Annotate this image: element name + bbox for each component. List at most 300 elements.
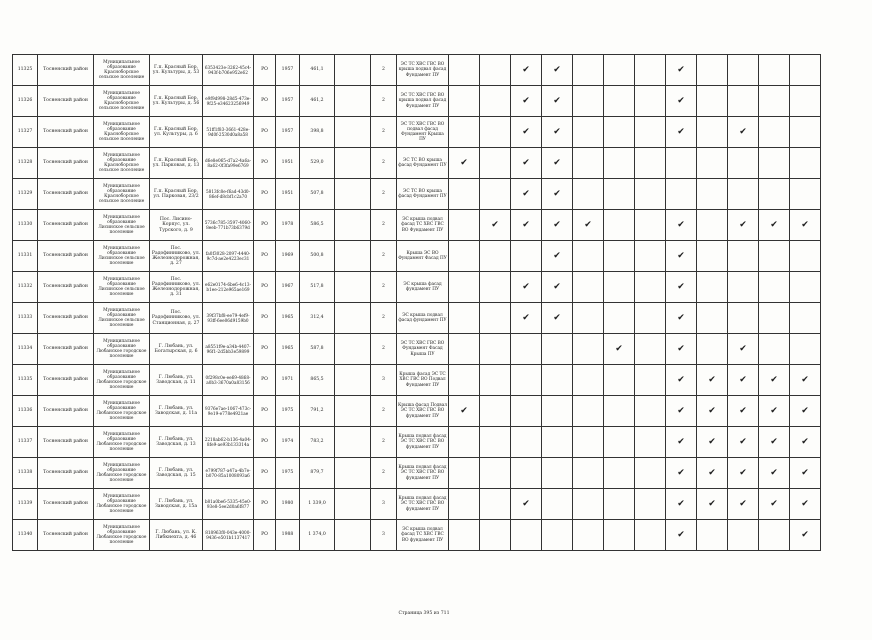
work-type-cell <box>635 210 666 241</box>
row-number-cell: 11329 <box>13 179 38 210</box>
work-type-cell <box>666 303 697 334</box>
work-type-cell <box>790 365 821 396</box>
year-built-cell: 1971 <box>276 365 300 396</box>
floors-cell: 3 <box>371 520 397 551</box>
cadastral-id-cell: 6353423e-3262-45c4-943f-b706e952e62 <box>203 55 254 86</box>
work-type-cell <box>759 396 790 427</box>
ownership-type-cell: РО <box>254 272 276 303</box>
work-type-cell <box>542 396 573 427</box>
area-cell: 398,8 <box>300 117 335 148</box>
work-type-cell <box>635 334 666 365</box>
work-type-cell <box>573 489 604 520</box>
work-type-cell <box>790 148 821 179</box>
checkmark-icon: ✔ <box>460 405 468 416</box>
work-type-cell <box>573 272 604 303</box>
area-cell: 1 374,0 <box>300 520 335 551</box>
checkmark-icon: ✔ <box>801 436 809 447</box>
ownership-type-cell: РО <box>254 396 276 427</box>
work-type-cell <box>790 520 821 551</box>
table-row <box>13 210 821 241</box>
work-type-cell <box>697 179 728 210</box>
work-type-cell <box>542 489 573 520</box>
works-list-cell: ЭС крыша подвал фасад ТС ХВС ГВС ВО Фундамент ПУ <box>397 210 449 241</box>
work-type-cell <box>511 303 542 334</box>
row-number-cell: 11340 <box>13 520 38 551</box>
municipality-cell: Муниципальное образование Любанское городское поселение <box>94 458 150 489</box>
checkmark-icon: ✔ <box>739 498 747 509</box>
checkmark-icon: ✔ <box>677 126 685 137</box>
work-type-cell <box>790 117 821 148</box>
work-type-cell <box>449 427 480 458</box>
municipality-cell: Муниципальное образование Любанское городское поселение <box>94 396 150 427</box>
row-number-cell: 11333 <box>13 303 38 334</box>
page-number: Страница 395 из 711 <box>398 611 450 616</box>
checkmark-icon: ✔ <box>491 219 499 230</box>
work-type-cell <box>480 86 511 117</box>
checkmark-icon: ✔ <box>677 95 685 106</box>
checkmark-icon: ✔ <box>801 219 809 230</box>
checkmark-icon: ✔ <box>677 219 685 230</box>
work-type-cell <box>635 148 666 179</box>
work-type-cell <box>697 241 728 272</box>
checkmark-icon: ✔ <box>770 467 778 478</box>
municipality-cell: Муниципальное образование Лисинское сельское поселение <box>94 272 150 303</box>
work-type-cell <box>604 117 635 148</box>
work-type-cell <box>573 365 604 396</box>
work-type-cell <box>511 272 542 303</box>
work-type-cell <box>635 179 666 210</box>
work-type-cell <box>604 427 635 458</box>
work-type-cell <box>480 210 511 241</box>
work-type-cell <box>573 148 604 179</box>
work-type-cell <box>759 489 790 520</box>
work-type-cell <box>542 148 573 179</box>
works-list-cell: ЭС ТС ХВС ГВС ВО крыша подвал фасад Фундамент ПУ <box>397 86 449 117</box>
work-type-cell <box>573 458 604 489</box>
municipality-cell: Муниципальное образование Красноборское сельское поселение <box>94 55 150 86</box>
district-cell: Тосненский район <box>38 520 94 551</box>
work-type-cell <box>759 334 790 365</box>
work-type-cell <box>666 179 697 210</box>
works-list-cell: ЭС крыша подвал фасад фундамент ПУ <box>397 303 449 334</box>
work-type-cell <box>697 334 728 365</box>
work-type-cell <box>666 272 697 303</box>
works-list-cell: ЭС ТС ХВС ГВС ВО крыша подвал фасад Фундамент ПУ <box>397 55 449 86</box>
blank-cell <box>335 55 371 86</box>
work-type-cell <box>542 241 573 272</box>
checkmark-icon: ✔ <box>677 405 685 416</box>
ownership-type-cell: РО <box>254 334 276 365</box>
checkmark-icon: ✔ <box>677 467 685 478</box>
blank-cell <box>335 86 371 117</box>
municipality-cell: Муниципальное образование Лисинское сельское поселение <box>94 210 150 241</box>
area-cell: 587,8 <box>300 334 335 365</box>
ownership-type-cell: РО <box>254 210 276 241</box>
municipality-cell: Муниципальное образование Красноборское сельское поселение <box>94 86 150 117</box>
floors-cell: 2 <box>371 179 397 210</box>
work-type-cell <box>604 334 635 365</box>
work-type-cell <box>573 520 604 551</box>
row-number-cell: 11326 <box>13 86 38 117</box>
checkmark-icon: ✔ <box>739 436 747 447</box>
work-type-cell <box>542 210 573 241</box>
work-type-cell <box>573 210 604 241</box>
year-built-cell: 1974 <box>276 427 300 458</box>
work-type-cell <box>604 179 635 210</box>
area-cell: 312,4 <box>300 303 335 334</box>
work-type-cell <box>511 241 542 272</box>
table-row <box>13 86 821 117</box>
works-list-cell: ЭС ТС ВО крыша фасад Фундамент ПУ <box>397 179 449 210</box>
work-type-cell <box>790 396 821 427</box>
area-cell: 586,5 <box>300 210 335 241</box>
floors-cell: 2 <box>371 86 397 117</box>
work-type-cell <box>697 86 728 117</box>
work-type-cell <box>666 396 697 427</box>
work-type-cell <box>449 489 480 520</box>
work-type-cell <box>759 210 790 241</box>
work-type-cell <box>480 241 511 272</box>
table-row <box>13 458 821 489</box>
work-type-cell <box>480 55 511 86</box>
work-type-cell <box>511 179 542 210</box>
table-row <box>13 365 821 396</box>
work-type-cell <box>604 520 635 551</box>
year-built-cell: 1975 <box>276 396 300 427</box>
work-type-cell <box>542 179 573 210</box>
work-type-cell <box>666 241 697 272</box>
year-built-cell: 1980 <box>276 489 300 520</box>
checkmark-icon: ✔ <box>739 219 747 230</box>
municipality-cell: Муниципальное образование Красноборское сельское поселение <box>94 148 150 179</box>
work-type-cell <box>604 489 635 520</box>
work-type-cell <box>759 179 790 210</box>
address-cell: Г.п. Красный Бор, ул. Культуры, д. 56 <box>150 86 203 117</box>
ownership-type-cell: РО <box>254 520 276 551</box>
work-type-cell <box>635 241 666 272</box>
table-row <box>13 520 821 551</box>
ownership-type-cell: РО <box>254 55 276 86</box>
municipality-cell: Муниципальное образование Любанское городское поселение <box>94 334 150 365</box>
work-type-cell <box>697 148 728 179</box>
work-type-cell <box>728 334 759 365</box>
table-row <box>13 55 821 86</box>
blank-cell <box>335 365 371 396</box>
work-type-cell <box>790 334 821 365</box>
year-built-cell: 1967 <box>276 272 300 303</box>
address-cell: Пос. Радофинниково, ул. Железнодорожная, д. 27 <box>150 241 203 272</box>
address-cell: Пос. Лисино-Корпус, ул. Турского, д. 9 <box>150 210 203 241</box>
work-type-cell <box>542 86 573 117</box>
work-type-cell <box>790 272 821 303</box>
checkmark-icon: ✔ <box>801 529 809 540</box>
work-type-cell <box>542 55 573 86</box>
municipality-cell: Муниципальное образование Красноборское сельское поселение <box>94 117 150 148</box>
work-type-cell <box>573 396 604 427</box>
district-cell: Тосненский район <box>38 365 94 396</box>
work-type-cell <box>511 334 542 365</box>
cadastral-id-cell: e799f787-a47a-4b7e-b070-85a1008093a6 <box>203 458 254 489</box>
district-cell: Тосненский район <box>38 489 94 520</box>
address-cell: Г. Любань, ул. Заводская, д. 15 <box>150 458 203 489</box>
checkmark-icon: ✔ <box>708 498 716 509</box>
checkmark-icon: ✔ <box>553 281 561 292</box>
checkmark-icon: ✔ <box>522 188 530 199</box>
checkmark-icon: ✔ <box>553 64 561 75</box>
work-type-cell <box>449 334 480 365</box>
work-type-cell <box>790 241 821 272</box>
work-type-cell <box>635 55 666 86</box>
work-type-cell <box>759 427 790 458</box>
work-type-cell <box>790 427 821 458</box>
work-type-cell <box>480 179 511 210</box>
district-cell: Тосненский район <box>38 179 94 210</box>
work-type-cell <box>697 427 728 458</box>
work-type-cell <box>697 210 728 241</box>
work-type-cell <box>480 303 511 334</box>
work-type-cell <box>480 520 511 551</box>
table-row <box>13 272 821 303</box>
work-type-cell <box>604 241 635 272</box>
year-built-cell: 1965 <box>276 334 300 365</box>
work-type-cell <box>573 303 604 334</box>
work-type-cell <box>697 272 728 303</box>
cadastral-id-cell: e9f9d998-28d5-473e-9f25-e34623256949 <box>203 86 254 117</box>
work-type-cell <box>449 55 480 86</box>
work-type-cell <box>604 55 635 86</box>
work-type-cell <box>790 489 821 520</box>
checkmark-icon: ✔ <box>739 405 747 416</box>
checkmark-icon: ✔ <box>677 436 685 447</box>
year-built-cell: 1951 <box>276 148 300 179</box>
address-cell: Г. Любань, ул. Заводская, д. 11 <box>150 365 203 396</box>
work-type-cell <box>511 55 542 86</box>
cadastral-id-cell: 0f298c0e-ee69-4868-a0b3-3670a0a83156 <box>203 365 254 396</box>
checkmark-icon: ✔ <box>553 312 561 323</box>
work-type-cell <box>480 334 511 365</box>
year-built-cell: 1978 <box>276 210 300 241</box>
checkmark-icon: ✔ <box>677 250 685 261</box>
cadastral-id-cell: 818963f0-043e-4000-9436-e501b1137417 <box>203 520 254 551</box>
work-type-cell <box>511 427 542 458</box>
works-list-cell: ЭС ТС ХВС ГВС ВО Фундамент Фасад Крыша ПУ <box>397 334 449 365</box>
work-type-cell <box>790 303 821 334</box>
work-type-cell <box>449 148 480 179</box>
area-cell: 879,7 <box>300 458 335 489</box>
work-type-cell <box>666 334 697 365</box>
ownership-type-cell: РО <box>254 458 276 489</box>
district-cell: Тосненский район <box>38 148 94 179</box>
area-cell: 461,1 <box>300 55 335 86</box>
work-type-cell <box>449 117 480 148</box>
floors-cell: 2 <box>371 148 397 179</box>
work-type-cell <box>542 365 573 396</box>
work-type-cell <box>449 303 480 334</box>
district-cell: Тосненский район <box>38 117 94 148</box>
row-number-cell: 11327 <box>13 117 38 148</box>
district-cell: Тосненский район <box>38 86 94 117</box>
work-type-cell <box>728 303 759 334</box>
work-type-cell <box>542 334 573 365</box>
work-type-cell <box>604 148 635 179</box>
row-number-cell: 11325 <box>13 55 38 86</box>
row-number-cell: 11335 <box>13 365 38 396</box>
work-type-cell <box>666 117 697 148</box>
work-type-cell <box>666 427 697 458</box>
floors-cell: 2 <box>371 117 397 148</box>
ownership-type-cell: РО <box>254 179 276 210</box>
address-cell: Г. Любань, ул. К. Либкнехта, д. 46 <box>150 520 203 551</box>
checkmark-icon: ✔ <box>553 250 561 261</box>
work-type-cell <box>635 458 666 489</box>
work-type-cell <box>449 396 480 427</box>
work-type-cell <box>697 55 728 86</box>
year-built-cell: 1988 <box>276 520 300 551</box>
work-type-cell <box>511 86 542 117</box>
work-type-cell <box>480 427 511 458</box>
address-cell: Пос. Радофинниково, ул. Железнодорожная, д. 31 <box>150 272 203 303</box>
checkmark-icon: ✔ <box>553 188 561 199</box>
cadastral-id-cell: b81a0be6-5335-45e0-93e8-5ee2d0a6f877 <box>203 489 254 520</box>
floors-cell: 2 <box>371 241 397 272</box>
work-type-cell <box>666 520 697 551</box>
district-cell: Тосненский район <box>38 396 94 427</box>
checkmark-icon: ✔ <box>677 64 685 75</box>
work-type-cell <box>697 117 728 148</box>
ownership-type-cell: РО <box>254 365 276 396</box>
area-cell: 1 339,0 <box>300 489 335 520</box>
works-list-cell: Крыша подвал фасад ЭС ТС ХВС ГВС ВО фундамент ПУ <box>397 427 449 458</box>
work-type-cell <box>604 396 635 427</box>
blank-cell <box>335 427 371 458</box>
work-type-cell <box>573 86 604 117</box>
checkmark-icon: ✔ <box>770 219 778 230</box>
work-type-cell <box>635 365 666 396</box>
row-number-cell: 11328 <box>13 148 38 179</box>
checkmark-icon: ✔ <box>708 467 716 478</box>
work-type-cell <box>697 489 728 520</box>
municipality-cell: Муниципальное образование Лисинское сельское поселение <box>94 241 150 272</box>
floors-cell: 2 <box>371 55 397 86</box>
work-type-cell <box>728 272 759 303</box>
table-row <box>13 148 821 179</box>
table-row <box>13 117 821 148</box>
cadastral-id-cell: 9376e7ae-1067-473c-9e19-e778e4921ae <box>203 396 254 427</box>
work-type-cell <box>666 86 697 117</box>
cadastral-id-cell: fa0f3028-2097-4440-9c7d-ae2e4223ec31 <box>203 241 254 272</box>
district-cell: Тосненский район <box>38 272 94 303</box>
work-type-cell <box>573 117 604 148</box>
municipality-cell: Муниципальное образование Красноборское сельское поселение <box>94 179 150 210</box>
work-type-cell <box>790 458 821 489</box>
checkmark-icon: ✔ <box>522 219 530 230</box>
blank-cell <box>335 241 371 272</box>
ownership-type-cell: РО <box>254 427 276 458</box>
work-type-cell <box>511 365 542 396</box>
checkmark-icon: ✔ <box>801 374 809 385</box>
work-type-cell <box>635 520 666 551</box>
cadastral-id-cell: e62e0174-6be6-4c13-b1ee-212e965ae169 <box>203 272 254 303</box>
table-row <box>13 396 821 427</box>
work-type-cell <box>511 148 542 179</box>
work-type-cell <box>449 179 480 210</box>
work-type-cell <box>728 148 759 179</box>
table-row <box>13 241 821 272</box>
year-built-cell: 1969 <box>276 241 300 272</box>
cadastral-id-cell: 51ff1f83-3661-428e-9d0f-2530d0a8a58 <box>203 117 254 148</box>
work-type-cell <box>759 148 790 179</box>
district-cell: Тосненский район <box>38 458 94 489</box>
row-number-cell: 11339 <box>13 489 38 520</box>
year-built-cell: 1957 <box>276 86 300 117</box>
area-cell: 500,8 <box>300 241 335 272</box>
checkmark-icon: ✔ <box>553 157 561 168</box>
work-type-cell <box>635 489 666 520</box>
blank-cell <box>335 303 371 334</box>
checkmark-icon: ✔ <box>460 157 468 168</box>
table-row <box>13 489 821 520</box>
works-list-cell: ЭС крыша фасад фундамент ПУ <box>397 272 449 303</box>
work-type-cell <box>759 86 790 117</box>
work-type-cell <box>449 458 480 489</box>
work-type-cell <box>449 86 480 117</box>
checkmark-icon: ✔ <box>801 498 809 509</box>
checkmark-icon: ✔ <box>801 467 809 478</box>
ownership-type-cell: РО <box>254 489 276 520</box>
blank-cell <box>335 179 371 210</box>
table-row <box>13 334 821 365</box>
work-type-cell <box>759 303 790 334</box>
checkmark-icon: ✔ <box>677 529 685 540</box>
row-number-cell: 11331 <box>13 241 38 272</box>
checkmark-icon: ✔ <box>677 312 685 323</box>
checkmark-icon: ✔ <box>522 95 530 106</box>
cadastral-id-cell: 5813fc8e-f6ad-43d0-86ef-d8cbf1c2a70 <box>203 179 254 210</box>
table-body <box>13 55 821 551</box>
work-type-cell <box>728 210 759 241</box>
ownership-type-cell: РО <box>254 303 276 334</box>
checkmark-icon: ✔ <box>522 64 530 75</box>
cadastral-id-cell: d6e8e065-d7a2-4a6a-8a62-0f3fa99e6769 <box>203 148 254 179</box>
works-list-cell: ЭС ТС ХВС ГВС ВО подвал фасад Фундамент Крыша ПУ <box>397 117 449 148</box>
checkmark-icon: ✔ <box>739 126 747 137</box>
work-type-cell <box>759 458 790 489</box>
work-type-cell <box>511 210 542 241</box>
work-type-cell <box>480 148 511 179</box>
area-cell: 517,8 <box>300 272 335 303</box>
floors-cell: 2 <box>371 458 397 489</box>
work-type-cell <box>573 241 604 272</box>
work-type-cell <box>728 458 759 489</box>
work-type-cell <box>573 179 604 210</box>
municipality-cell: Муниципальное образование Любанское городское поселение <box>94 489 150 520</box>
floors-cell: 2 <box>371 303 397 334</box>
work-type-cell <box>666 489 697 520</box>
works-list-cell: Крыша подвал фасад ЭС ТС ХВС ГВС ВО фундамент ПУ <box>397 489 449 520</box>
work-type-cell <box>511 458 542 489</box>
area-cell: 791,2 <box>300 396 335 427</box>
table-row <box>13 179 821 210</box>
work-type-cell <box>790 55 821 86</box>
floors-cell: 2 <box>371 427 397 458</box>
year-built-cell: 1957 <box>276 55 300 86</box>
address-cell: Г.п. Красный Бор, ул. Культуры, д. 6 <box>150 117 203 148</box>
checkmark-icon: ✔ <box>770 436 778 447</box>
work-type-cell <box>511 489 542 520</box>
works-list-cell: ЭС ТС ВО крыша фасад Фундамент ПУ <box>397 148 449 179</box>
work-type-cell <box>604 458 635 489</box>
checkmark-icon: ✔ <box>522 126 530 137</box>
